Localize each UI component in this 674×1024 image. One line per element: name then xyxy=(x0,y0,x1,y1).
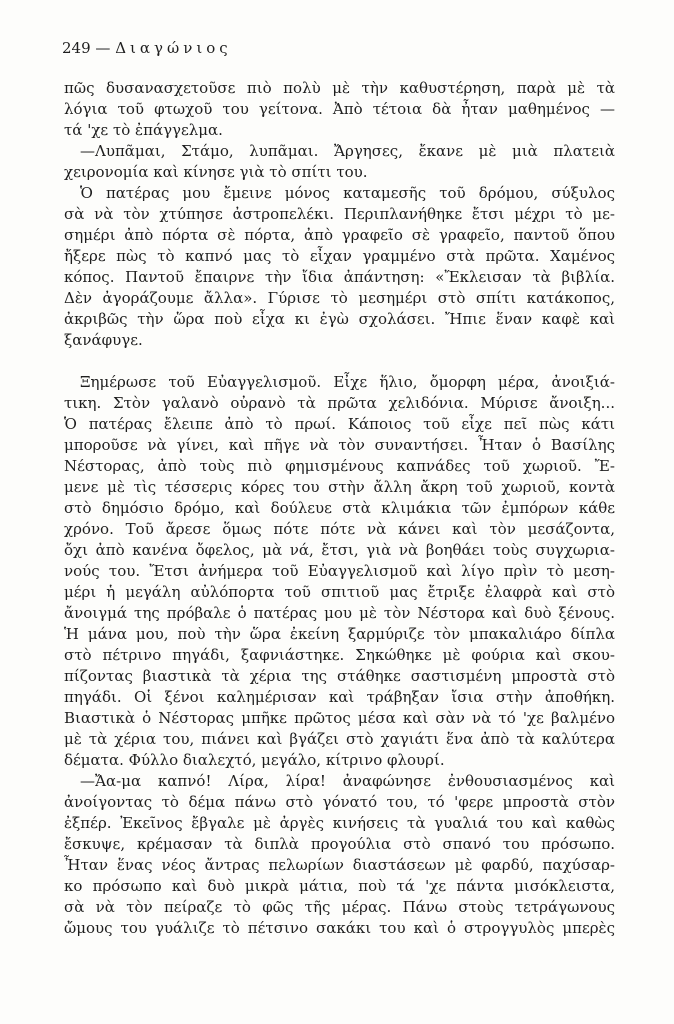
text-line: τά 'χε τὸ ἐπάγγελμα. xyxy=(64,121,223,139)
text-line: λόγια τοῦ φτωχοῦ του γείτονα. Ἀπὸ τέτοια δὰ ἦταν μαθημένος — xyxy=(64,100,615,118)
text-line: πίζοντας βιαστικὰ τὰ χέρια της στάθηκε σαστισμένη μπροστὰ στὸ xyxy=(64,667,615,685)
text-line: μέρι ἡ μεγάλη αὐλόπορτα τοῦ σπιτιοῦ μας ἔτριξε ἐλαφρὰ καὶ στὸ xyxy=(64,583,615,601)
text-line: σὰ νὰ τὸν πείραζε τὸ φῶς τῆς μέρας. Πάνω στοὺς τετράγωνους xyxy=(64,898,615,916)
text-line: ὄχι ἀπὸ κανένα ὄφελος, μὰ νά, ἔτσι, γιὰ νὰ βοηθάει τοὺς συγχωρια- xyxy=(64,541,615,559)
page-number: 249 xyxy=(62,39,91,57)
running-header xyxy=(62,38,232,58)
text-line: χρόνο. Τοῦ ἄρεσε ὅμως πότε πότε νὰ κάνει καὶ τὸν μεσάζοντα, xyxy=(64,520,615,538)
text-line: —Λυπᾶμαι, Στάμο, λυπᾶμαι. Ἄργησες, ἔκανε μὲ μιὰ πλατειὰ xyxy=(80,142,615,160)
header-dash: — xyxy=(95,39,111,57)
text-line: μὲ τὰ χέρια του, πιάνει καὶ βγάζει στὸ χαγιάτι ἕνα ἀπὸ τὰ καλύτερα xyxy=(64,730,615,748)
text-line: τικη. Στὸν γαλανὸ οὐρανὸ τὰ πρῶτα χελιδόνια. Μύρισε ἄνοιξη... xyxy=(64,394,615,412)
text-line: Νέστορας, ἀπὸ τοὺς πιὸ φημισμένους καπνάδες τοῦ χωριοῦ. Ἔ- xyxy=(64,457,615,475)
text-line: δέματα. Φύλλο διαλεχτό, μεγάλο, κίτρινο φλουρί. xyxy=(64,751,445,769)
text-line: ἐξπέρ. Ἐκεῖνος ἔβγαλε μὲ ἀργὲς κινήσεις τὰ γυαλιά του καὶ καθὼς xyxy=(64,814,615,832)
text-line: κόπος. Παντοῦ ἔπαιρνε τὴν ἴδια ἀπάντηση: «Ἔκλεισαν τὰ βιβλία. xyxy=(64,268,615,286)
text-line: νούς του. Ἔτσι ἀνήμερα τοῦ Εὐαγγελισμοῦ καὶ λίγο πρὶν τὸ μεση- xyxy=(64,562,615,580)
text-line: Ἦταν ἕνας νέος ἄντρας πελωρίων διαστάσεων μὲ φαρδύ, παχύσαρ- xyxy=(64,856,615,874)
text-line: —Ἄα-μα καπνό! Λίρα, λίρα! ἀναφώνησε ἐνθουσιασμένος καὶ xyxy=(80,772,615,790)
text-line: ἀκριβῶς τὴν ὥρα ποὺ εἶχα κι ἐγὼ σχολάσει. Ἤπιε ἕναν καφὲ καὶ xyxy=(64,310,615,328)
text-line: πηγάδι. Οἱ ξένοι καλημέρισαν καὶ τράβηξαν ἴσια στὴν ἀποθήκη. xyxy=(64,688,615,706)
text-line: Βιαστικὰ ὁ Νέστορας μπῆκε πρῶτος μέσα καὶ σὰν νὰ τό 'χε βαλμένο xyxy=(64,709,615,727)
text-line: χειρονομία καὶ κίνησε γιὰ τὸ σπίτι του. xyxy=(64,163,368,181)
text-line: ἤξερε πὼς τὸ καπνό μας τὸ εἶχαν γραμμένο στὰ πρῶτα. Χαμένος xyxy=(64,247,615,265)
text-line: ἀνοίγοντας τὸ δέμα πάνω στὸ γόνατό του, τό 'φερε μπροστὰ στὸν xyxy=(64,793,615,811)
text-line: μποροῦσε νὰ γίνει, καὶ πῆγε νὰ τὸν συναντήσει. Ἦταν ὁ Βασίλης xyxy=(64,436,615,454)
text-line: Ἡ μάνα μου, ποὺ τὴν ὥρα ἐκείνη ξαρμύριζε τὸν μπακαλιάρο δίπλα xyxy=(64,625,615,643)
text-line: Ὁ πατέρας ἔλειπε ἀπὸ τὸ πρωί. Κάποιος τοῦ εἶχε πεῖ πὼς κάτι xyxy=(64,415,615,433)
text-line: ξανάφυγε. xyxy=(64,331,143,349)
text-line: ἄνοιγμά της πρόβαλε ὁ πατέρας μου μὲ τὸν Νέστορα καὶ δυὸ ξένους. xyxy=(64,604,615,622)
text-line: Ξημέρωσε τοῦ Εὐαγγελισμοῦ. Εἶχε ἥλιο, ὄμορφη μέρα, ἀνοιξιά- xyxy=(80,373,615,391)
text-line: Ὁ πατέρας μου ἔμεινε μόνος καταμεσῆς τοῦ δρόμου, σύξυλος xyxy=(80,184,615,202)
text-line: Δὲν ἀγοράζουμε ἄλλα». Γύρισε τὸ μεσημέρι στὸ σπίτι κατάκοπος, xyxy=(64,289,615,307)
text-line: πῶς δυσανασχετοῦσε πιὸ πολὺ μὲ τὴν καθυστέρηση, παρὰ μὲ τὰ xyxy=(64,79,615,97)
text-line: ὤμους του γυάλιζε τὸ πέτσινο σακάκι του καὶ ὁ στρογγυλὸς μπερὲς xyxy=(64,919,615,937)
text-block-2 xyxy=(64,372,615,939)
text-line: μενε μὲ τὶς τέσσερις κόρες του στὴν ἄλλη ἄκρη τοῦ χωριοῦ, κοντὰ xyxy=(64,478,615,496)
text-line: σημέρι ἀπὸ πόρτα σὲ πόρτα, ἀπὸ γραφεῖο σὲ γραφεῖο, παντοῦ ὅπου xyxy=(64,226,615,244)
text-line: σὰ νὰ τὸν χτύπησε ἀστροπελέκι. Περιπλανήθηκε ἔτσι μέχρι τὸ με- xyxy=(64,205,615,223)
text-block-1 xyxy=(64,78,615,351)
text-line: στὸ δημόσιο δρόμο, καὶ δούλευε στὰ κλιμάκια τῶν ἐμπόρων κάθε xyxy=(64,499,615,517)
text-line: στὸ πέτρινο πηγάδι, ξαφνιάστηκε. Σηκώθηκε μὲ φούρια καὶ σκου- xyxy=(64,646,615,664)
book-title: Διαγώνιος xyxy=(115,39,232,57)
text-line: κο πρόσωπο καὶ δυὸ μικρὰ μάτια, ποὺ τά 'χε πάντα μισόκλειστα, xyxy=(64,877,615,895)
text-line: ἔσκυψε, κρέμασαν τὰ διπλὰ προγούλια στὸ σπανό του πρόσωπο. xyxy=(64,835,615,853)
